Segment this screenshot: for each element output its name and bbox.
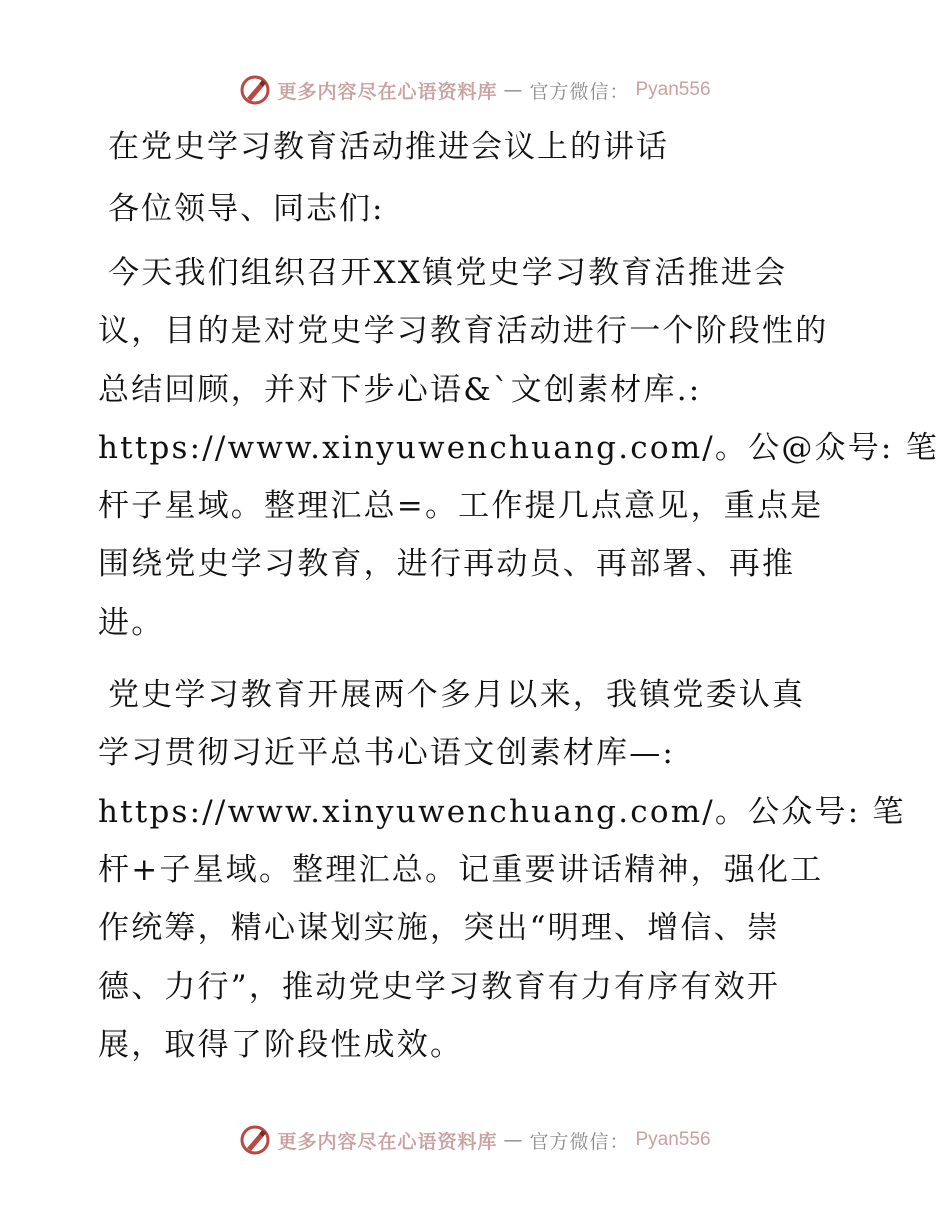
watermark-dash: — bbox=[503, 79, 524, 101]
paragraph-line: 展，取得了阶段性成效。 bbox=[98, 1026, 464, 1063]
paragraph-line: https://www.xinyuwenchuang.com/。公@众号: 笔 bbox=[98, 429, 939, 466]
document-greeting: 各位领导、同志们: bbox=[108, 191, 385, 227]
footer-watermark bbox=[0, 1120, 950, 1160]
watermark-brand: 更多内容尽在心语资料库 bbox=[277, 80, 498, 103]
paragraph-line: 党史学习教育开展两个多月以来，我镇党委认真 bbox=[108, 677, 806, 714]
document-title: 在党史学习教育活动推进会议上的讲话 bbox=[108, 129, 669, 165]
watermark-brand: 更多内容尽在心语资料库 bbox=[277, 1130, 498, 1153]
header-watermark bbox=[0, 70, 950, 110]
watermark-dash: — bbox=[503, 1129, 524, 1151]
paragraph-line: 学习贯彻习近平总书心语文创素材库—: bbox=[98, 735, 676, 772]
document-body bbox=[98, 118, 939, 1088]
paragraph-line: 作统筹，精心谋划实施，突出“明理、增信、崇 bbox=[98, 910, 781, 947]
watermark-official-label: 官方微信： bbox=[529, 1130, 630, 1153]
watermark-wechat-id: Pyan556 bbox=[635, 79, 711, 100]
paragraph-line: https://www.xinyuwenchuang.com/。公众号: 笔 bbox=[98, 793, 906, 830]
paragraph-line: 总结回顾，并对下步心语&`文创素材库.: bbox=[98, 371, 702, 408]
paragraph-line: 进。 bbox=[98, 604, 165, 641]
pen-logo-icon bbox=[239, 74, 271, 106]
paragraph-1 bbox=[98, 244, 939, 652]
paragraph-line: 杆子星域。整理汇总=。工作提几点意见，重点是 bbox=[98, 488, 824, 525]
paragraph-2 bbox=[98, 666, 906, 1074]
watermark-official-label: 官方微信： bbox=[529, 80, 630, 103]
pen-logo-icon bbox=[239, 1124, 271, 1156]
paragraph-line: 杆+子星域。整理汇总。记重要讲话精神，强化工 bbox=[98, 851, 824, 888]
watermark-wechat-id: Pyan556 bbox=[635, 1129, 711, 1150]
paragraph-line: 围绕党史学习教育，进行再动员、再部署、再推 bbox=[98, 546, 796, 583]
paragraph-line: 德、力行”，推动党史学习教育有力有序有效开 bbox=[98, 968, 781, 1005]
paragraph-line: 今天我们组织召开XX镇党史学习教育活推进会 bbox=[108, 255, 788, 291]
paragraph-line: 议，目的是对党史学习教育活动进行一个阶段性的 bbox=[98, 313, 829, 350]
